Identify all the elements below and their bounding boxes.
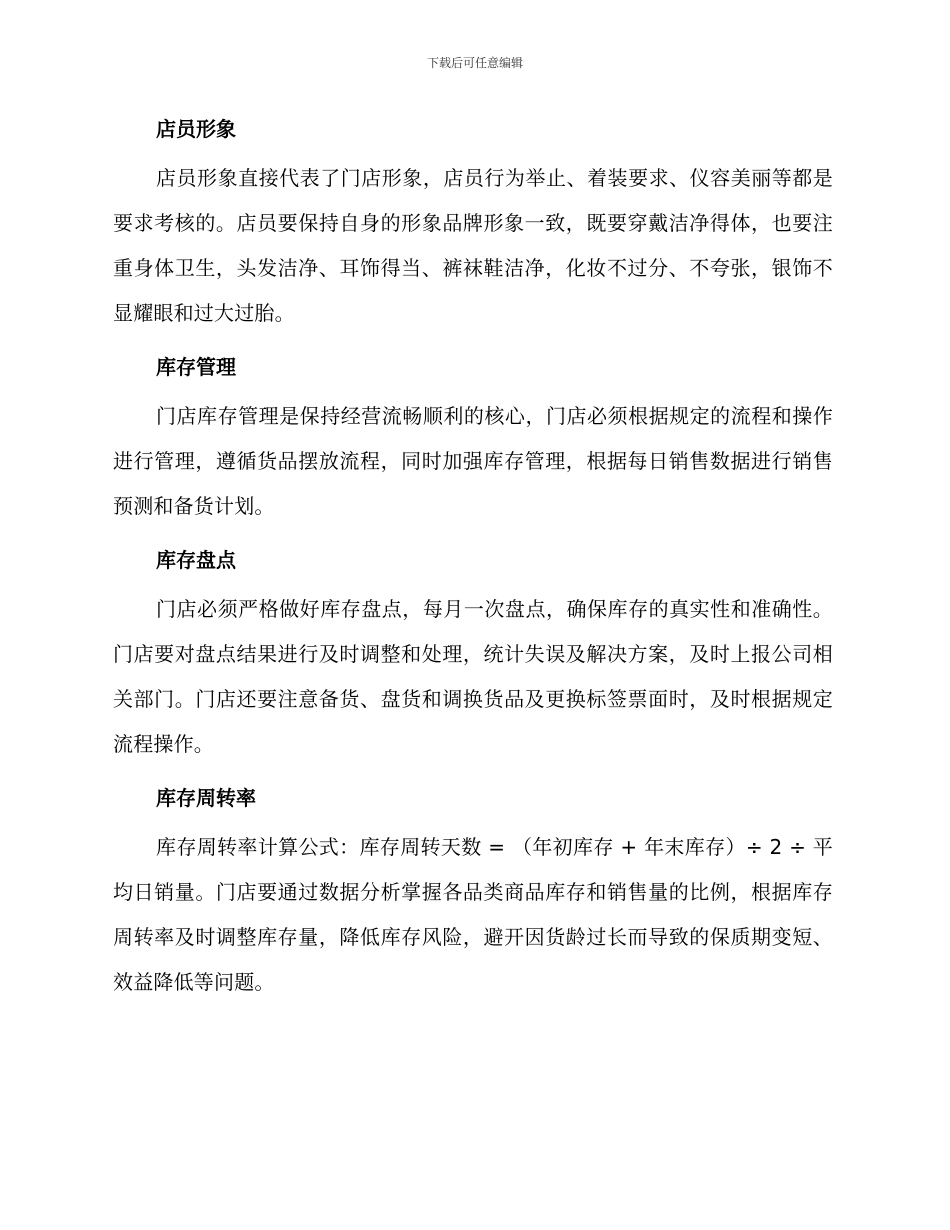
section-paragraph: 店员形象直接代表了门店形象，店员行为举止、着装要求、仪容美丽等都是要求考核的。店员要保持自身的形象品牌形象一致，既要穿戴洁净得体，也要注重身体卫生，头发洁净、耳饰得当、裤袜鞋洁净，化妆不过分、不夸张，银饰不显耀眼和过大过胎。 bbox=[113, 166, 833, 325]
header-note: 下载后可任意编辑 bbox=[426, 56, 523, 70]
section-heading: 库存盘点 bbox=[156, 548, 236, 572]
section-staff-image bbox=[113, 112, 833, 336]
section-paragraph: 门店必须严格做好库存盘点，每月一次盘点，确保库存的真实性和准确性。门店要对盘点结果进行及时调整和处理，统计失误及解决方案，及时上报公司相关部门。门店还要注意备货、盘货和调换货品及更换标签票面时，及时根据规定流程操作。 bbox=[113, 597, 833, 756]
document-content bbox=[113, 112, 833, 1019]
section-inventory-turnover bbox=[113, 781, 833, 1005]
section-inventory-management bbox=[113, 350, 833, 529]
section-paragraph: 库存周转率计算公式：库存周转天数 = （年初库存 + 年末库存）÷ 2 ÷ 平均日销量。门店要通过数据分析掌握各品类商品库存和销售量的比例，根据库存周转率及时调整库存量，降低库存风险，避开因货龄过长而导致的保质期变短、效益降低等问题。 bbox=[113, 835, 833, 994]
section-inventory-count bbox=[113, 543, 833, 767]
section-heading: 库存周转率 bbox=[156, 786, 256, 810]
section-heading: 店员形象 bbox=[156, 117, 236, 141]
section-heading: 库存管理 bbox=[156, 355, 236, 379]
section-paragraph: 门店库存管理是保持经营流畅顺利的核心，门店必须根据规定的流程和操作进行管理，遵循货品摆放流程，同时加强库存管理，根据每日销售数据进行销售预测和备货计划。 bbox=[113, 404, 833, 518]
